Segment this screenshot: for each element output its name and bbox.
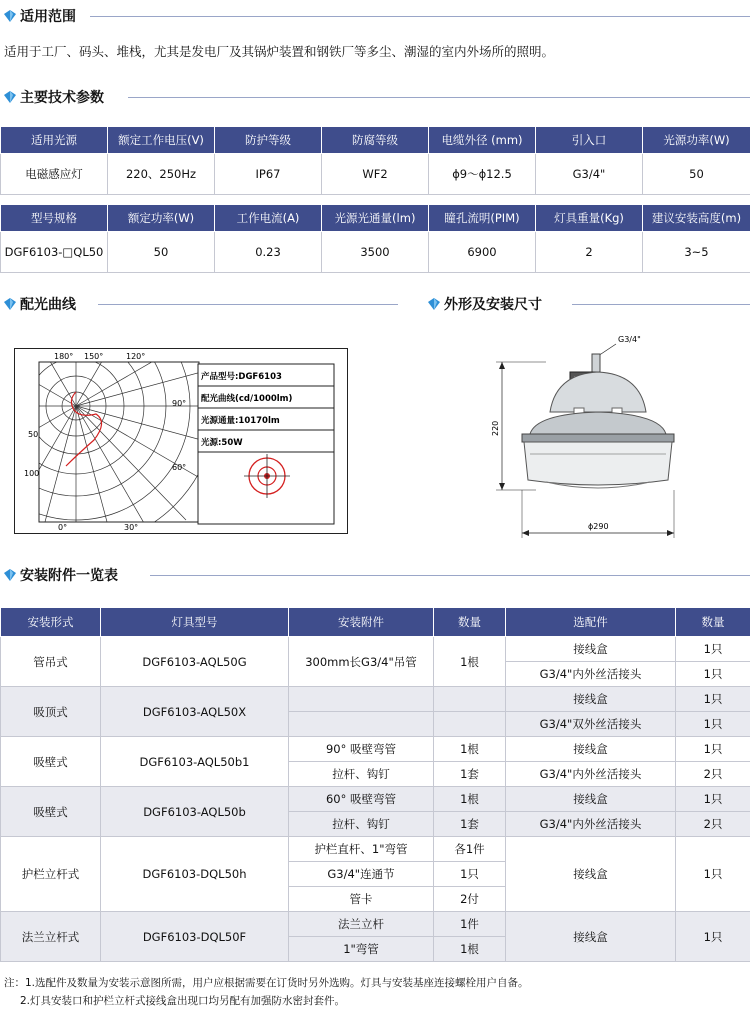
table-cell: 90° 吸壁弯管 [289, 737, 434, 762]
table-cell: 法兰立杆 [289, 912, 434, 937]
footnote-2: 2.灯具安装口和护栏立杆式接线盒出现口均另配有加强防水密封套件。 [20, 995, 346, 1007]
table-cell: 300mm长G3/4"吊管 [289, 637, 434, 687]
table-row [1, 637, 750, 662]
table-cell: G3/4"连通节 [289, 862, 434, 887]
table-row [1, 687, 750, 712]
table-cell: 1根 [434, 737, 506, 762]
table-cell: 接线盒 [506, 912, 676, 962]
table-cell: 60° 吸壁弯管 [289, 787, 434, 812]
table-cell: 吸壁式 [1, 737, 101, 787]
table-header-cell: 建议安装高度(m) [643, 205, 750, 232]
polar-top-label: 150° [84, 352, 104, 361]
table-cell: 1只 [676, 837, 750, 912]
table-header-cell: 适用光源 [1, 127, 108, 154]
table-cell: DGF6103-AQL50b1 [101, 737, 289, 787]
diamond-icon [4, 91, 16, 103]
table-cell: 拉杆、钩钉 [289, 812, 434, 837]
table-cell: 1只 [676, 912, 750, 962]
table-cell: 1根 [434, 637, 506, 687]
table-cell: 1套 [434, 762, 506, 787]
table-cell: 50 [108, 232, 215, 273]
table-header-cell: 型号规格 [1, 205, 108, 232]
table-cell: 接线盒 [506, 637, 676, 662]
lamp-dimension-drawing [486, 330, 696, 540]
table-row [1, 154, 750, 195]
section-title-accessories: 安装附件一览表 [4, 565, 118, 585]
table-cell [434, 687, 506, 712]
table-cell: 1套 [434, 812, 506, 837]
table-row [1, 837, 750, 862]
table-cell: 3~5 [643, 232, 750, 273]
polar-bottom-label: 0° [58, 523, 68, 532]
table-cell: DGF6103-AQL50X [101, 687, 289, 737]
table-header-cell: 安装形式 [1, 608, 101, 637]
table-cell: G3/4"双外丝活接头 [506, 712, 676, 737]
table-cell: 1件 [434, 912, 506, 937]
table-cell: 1只 [676, 787, 750, 812]
table-header-cell: 引入口 [536, 127, 643, 154]
polar-left-label: 50 [28, 430, 39, 439]
table-cell: 护栏立杆式 [1, 837, 101, 912]
table-cell: 吸顶式 [1, 687, 101, 737]
table-cell: 2只 [676, 762, 750, 787]
diamond-icon [4, 10, 16, 22]
info-line: 配光曲线(cd/1000lm) [201, 394, 293, 404]
table-header-cell: 数量 [434, 608, 506, 637]
info-line: 产品型号:DGF6103 [201, 372, 282, 382]
table-cell [289, 687, 434, 712]
table-header-cell: 额定功率(W) [108, 205, 215, 232]
table-cell: 1只 [676, 712, 750, 737]
diameter-dimension [522, 490, 674, 538]
section-title-scope: 适用范围 [4, 6, 76, 26]
polar-top-label: 180° [54, 352, 74, 361]
section-title-dims: 外形及安装尺寸 [428, 294, 542, 314]
divider [128, 97, 750, 98]
scope-description: 适用于工厂、码头、堆栈，尤其是发电厂及其锅炉装置和钢铁厂等多尘、潮湿的室内外场所的照明。 [4, 44, 555, 59]
table-cell: 管吊式 [1, 637, 101, 687]
light-distribution-diagram [14, 348, 348, 534]
inlet-label: G3/4" [618, 335, 641, 344]
table-header-row [1, 608, 750, 637]
table-header-row [1, 127, 750, 154]
table-cell: 吸壁式 [1, 787, 101, 837]
table-cell: 6900 [429, 232, 536, 273]
table-header-cell: 光源功率(W) [643, 127, 750, 154]
table-cell: 管卡 [289, 887, 434, 912]
diameter-label: ϕ290 [588, 522, 609, 531]
table-cell: 接线盒 [506, 787, 676, 812]
table-cell: 3500 [322, 232, 429, 273]
table-cell: 220、250Hz [108, 154, 215, 195]
table-header-cell: 灯具重量(Kg) [536, 205, 643, 232]
polar-top-label: 120° [126, 352, 146, 361]
table-cell: DGF6103-DQL50F [101, 912, 289, 962]
accessories-table [0, 607, 750, 962]
table-header-cell: 电缆外径 (mm) [429, 127, 536, 154]
divider [98, 304, 398, 305]
table-cell: 接线盒 [506, 837, 676, 912]
section-title-curve: 配光曲线 [4, 294, 76, 314]
table-header-row [1, 205, 750, 232]
table-row [1, 737, 750, 762]
table-cell: 1只 [676, 662, 750, 687]
footnote-1: 注：1.选配件及数量为安装示意图所需，用户应根据需要在订货时另外选购。灯具与安装基座连接螺栓用户自备。 [4, 977, 529, 989]
table-header-cell: 防护等级 [215, 127, 322, 154]
table-cell: 2只 [676, 812, 750, 837]
lamp-body [522, 354, 674, 488]
table-cell: 1根 [434, 787, 506, 812]
table-cell: 1只 [676, 637, 750, 662]
table-header-cell: 工作电流(A) [215, 205, 322, 232]
table-header-cell: 瞳孔流明(PIM) [429, 205, 536, 232]
table-cell: ϕ9～ϕ12.5 [429, 154, 536, 195]
table-cell: DGF6103-DQL50h [101, 837, 289, 912]
table-cell: G3/4"内外丝活接头 [506, 762, 676, 787]
table-cell [289, 712, 434, 737]
table-cell: G3/4"内外丝活接头 [506, 812, 676, 837]
table-row [1, 232, 750, 273]
table-cell: G3/4"内外丝活接头 [506, 662, 676, 687]
divider [90, 16, 750, 17]
table-cell: 法兰立杆式 [1, 912, 101, 962]
polar-right-label: 90° [172, 399, 187, 408]
table-cell: 1只 [676, 737, 750, 762]
spec-table-2 [0, 204, 750, 273]
section-title-params: 主要技术参数 [4, 87, 104, 107]
table-cell: DGF6103-AQL50b [101, 787, 289, 837]
spec-table-1 [0, 126, 750, 195]
table-cell: DGF6103-□QL50 [1, 232, 108, 273]
table-header-cell: 防腐等级 [322, 127, 429, 154]
height-label: 220 [491, 420, 500, 436]
info-line: 光源:50W [201, 438, 243, 448]
table-cell: 接线盒 [506, 687, 676, 712]
table-cell: 2 [536, 232, 643, 273]
table-cell: 1"弯管 [289, 937, 434, 962]
diamond-icon [428, 298, 440, 310]
table-cell: 1只 [676, 687, 750, 712]
table-cell: 2付 [434, 887, 506, 912]
table-header-cell: 灯具型号 [101, 608, 289, 637]
polar-left-label: 100 [24, 469, 40, 478]
table-header-cell: 选配件 [506, 608, 676, 637]
table-cell: 1根 [434, 937, 506, 962]
polar-right-label: 60° [172, 463, 187, 472]
polar-bottom-label: 30° [124, 523, 139, 532]
diamond-icon [4, 298, 16, 310]
divider [150, 575, 750, 576]
info-line: 光源通量:10170lm [201, 416, 280, 426]
diamond-icon [4, 569, 16, 581]
table-header-cell: 光源光通量(lm) [322, 205, 429, 232]
table-header-cell: 安装附件 [289, 608, 434, 637]
table-cell: DGF6103-AQL50G [101, 637, 289, 687]
table-cell: IP67 [215, 154, 322, 195]
table-cell: WF2 [322, 154, 429, 195]
table-row [1, 787, 750, 812]
table-cell: 0.23 [215, 232, 322, 273]
table-cell: 1只 [434, 862, 506, 887]
table-cell: 各1件 [434, 837, 506, 862]
table-header-cell: 额定工作电压(V) [108, 127, 215, 154]
table-cell: 接线盒 [506, 737, 676, 762]
table-cell: 电磁感应灯 [1, 154, 108, 195]
table-row [1, 912, 750, 937]
table-header-cell: 数量 [676, 608, 750, 637]
table-cell: G3/4" [536, 154, 643, 195]
table-cell: 拉杆、钩钉 [289, 762, 434, 787]
product-info-box [198, 364, 334, 524]
table-cell [434, 712, 506, 737]
table-cell: 护栏直杆、1"弯管 [289, 837, 434, 862]
divider [572, 304, 750, 305]
table-cell: 50 [643, 154, 750, 195]
